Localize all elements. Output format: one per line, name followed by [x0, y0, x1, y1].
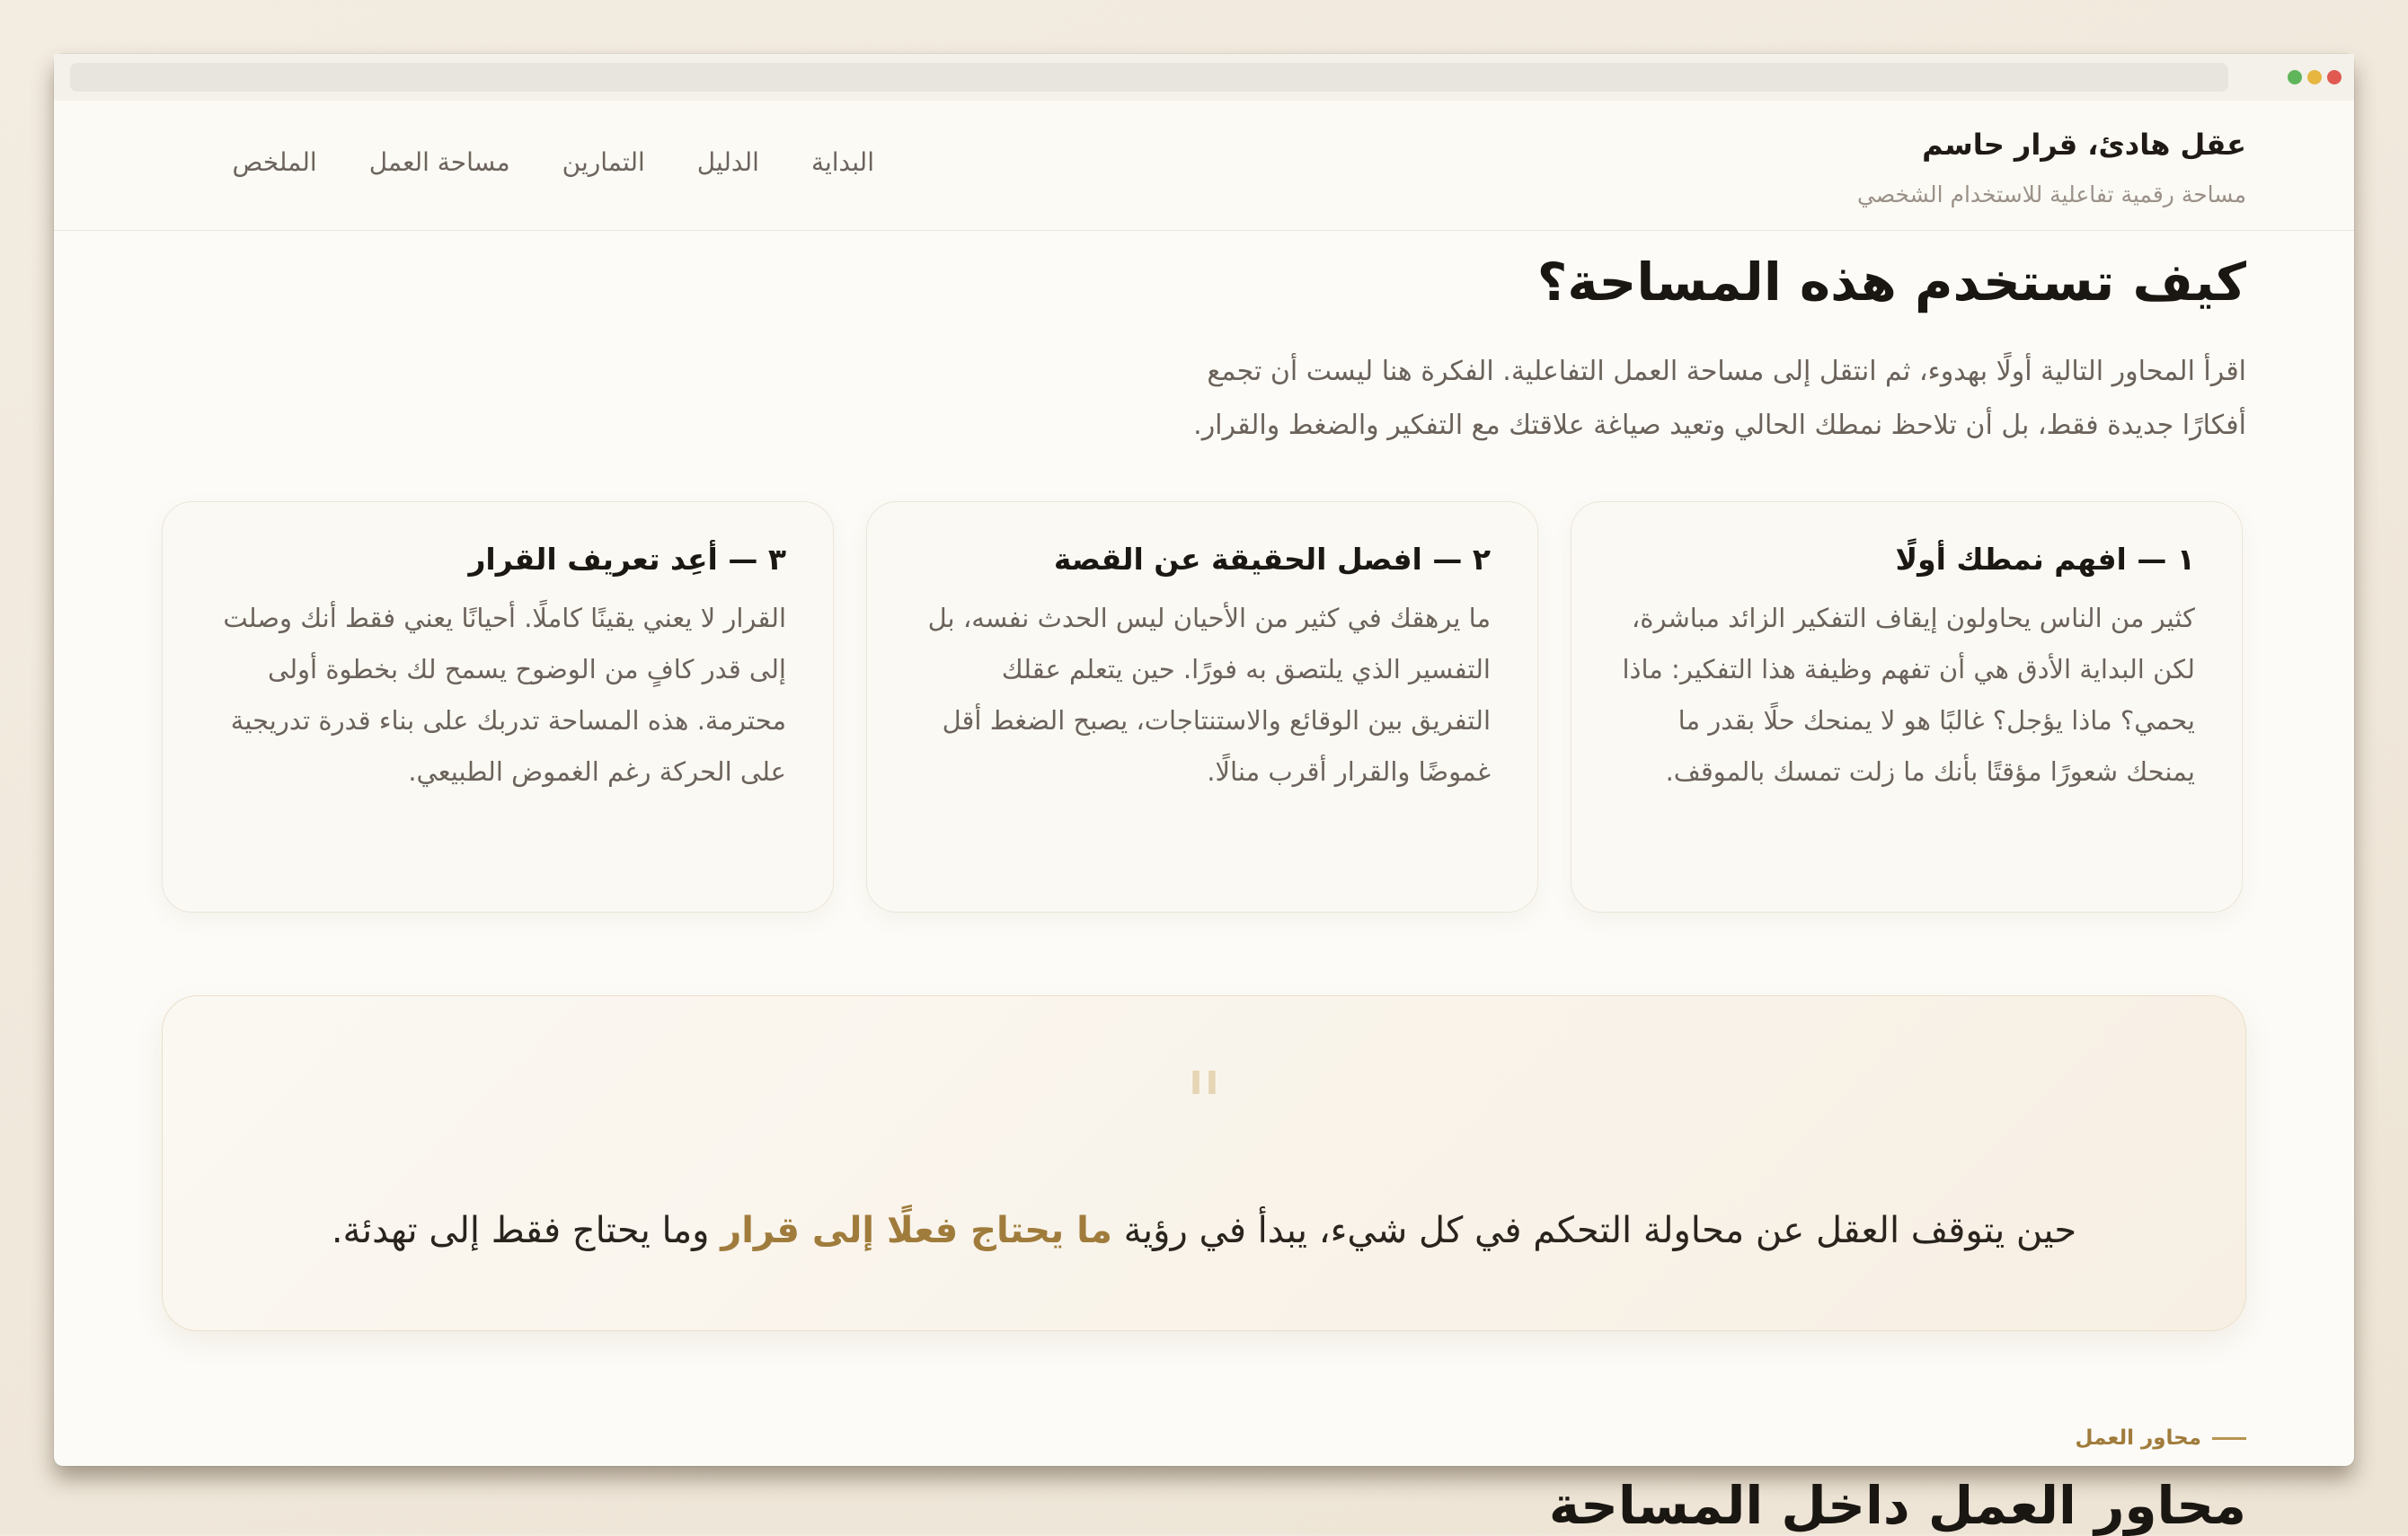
- card-title: ٢ — افصل الحقيقة عن القصة: [1053, 542, 1491, 577]
- site-header: [54, 101, 2354, 231]
- nav-item-start[interactable]: البداية: [810, 147, 874, 177]
- card-text: القرار لا يعني يقينًا كاملًا. أحيانًا يعني فقط أنك وصلت إلى قدر كافٍ من الوضوح يسمح لك بخطوة أولى محترمة. هذه المساحة تدربك على بناء قدرة تدريجية على الحركة رغم الغموض الطبيعي.: [223, 603, 786, 787]
- intro-line-1: اقرأ المحاور التالية أولًا بهدوء، ثم انتقل إلى مساحة العمل التفاعلية. الفكرة هنا ليست أن تجمع: [1207, 356, 2246, 387]
- intro-paragraph: [1132, 345, 2246, 453]
- work-section-title: محاور العمل داخل المساحة: [1548, 1475, 2246, 1536]
- nav-item-summary[interactable]: الملخص: [232, 147, 317, 177]
- quote-highlight: ما يحتاج فعلًا إلى قرار: [721, 1210, 1112, 1251]
- quote-mark-icon: ": [1183, 1054, 1225, 1154]
- section-eyebrow: [2076, 1426, 2246, 1450]
- card-title: ١ — افهم نمطك أولًا: [1895, 542, 2195, 577]
- card-text: ما يرهقك في كثير من الأحيان ليس الحدث نفسه، بل التفسير الذي يلتصق به فورًا. حين يتعلم عقلك التفريق بين الوقائع والاستنتاجات، يصبح الضغط أقل غموضًا والقرار أقرب منالًا.: [927, 603, 1491, 787]
- section-title: كيف تستخدم هذه المساحة؟: [1536, 252, 2246, 313]
- brand[interactable]: [1857, 128, 2246, 207]
- page-content: [54, 101, 2354, 1536]
- nav-item-workspace[interactable]: مساحة العمل: [368, 147, 510, 177]
- quote-text-end: وما يحتاج فقط إلى تهدئة.: [331, 1210, 722, 1251]
- axis-card-2: [866, 501, 1538, 913]
- brand-title: عقل هادئ، قرار حاسم: [1922, 128, 2246, 162]
- address-bar[interactable]: [70, 63, 2228, 92]
- intro-line-2: أفكارًا جديدة فقط، بل أن تلاحظ نمطك الحالي وتعيد صياغة علاقتك مع التفكير والضغط والقرار.: [1193, 410, 2246, 441]
- brand-subtitle: مساحة رقمية تفاعلية للاستخدام الشخصي: [1857, 181, 2246, 207]
- browser-chrome: [54, 54, 2354, 102]
- nav-item-guide[interactable]: الدليل: [696, 147, 759, 177]
- main-nav: [182, 147, 874, 177]
- card-title: ٣ — أعِد تعريف القرار: [468, 542, 786, 577]
- axis-card-1: [1571, 501, 2243, 913]
- card-text: كثير من الناس يحاولون إيقاف التفكير الزائد مباشرة، لكن البداية الأدق هي أن تفهم وظيفة هذا التفكير: ماذا يحمي؟ ماذا يؤجل؟ غالبًا هو لا يمنحك حلًا بقدر ما يمنحك شعورًا مؤقتًا بأنك ما زلت تمسك بالموقف.: [1622, 603, 2195, 787]
- quote-block: [162, 995, 2246, 1331]
- minimize-dot[interactable]: [2307, 70, 2322, 84]
- quote-text: [163, 1210, 2245, 1251]
- axis-card-3: [162, 501, 834, 913]
- browser-window: [54, 54, 2354, 1536]
- close-dot[interactable]: [2327, 70, 2342, 84]
- eyebrow-label: محاور العمل: [2075, 1426, 2201, 1450]
- quote-text-start: حين يتوقف العقل عن محاولة التحكم في كل شيء، يبدأ في رؤية: [1111, 1210, 2077, 1251]
- eyebrow-line: [2212, 1437, 2246, 1440]
- maximize-dot[interactable]: [2288, 70, 2302, 84]
- nav-item-exercises[interactable]: التمارين: [562, 147, 645, 177]
